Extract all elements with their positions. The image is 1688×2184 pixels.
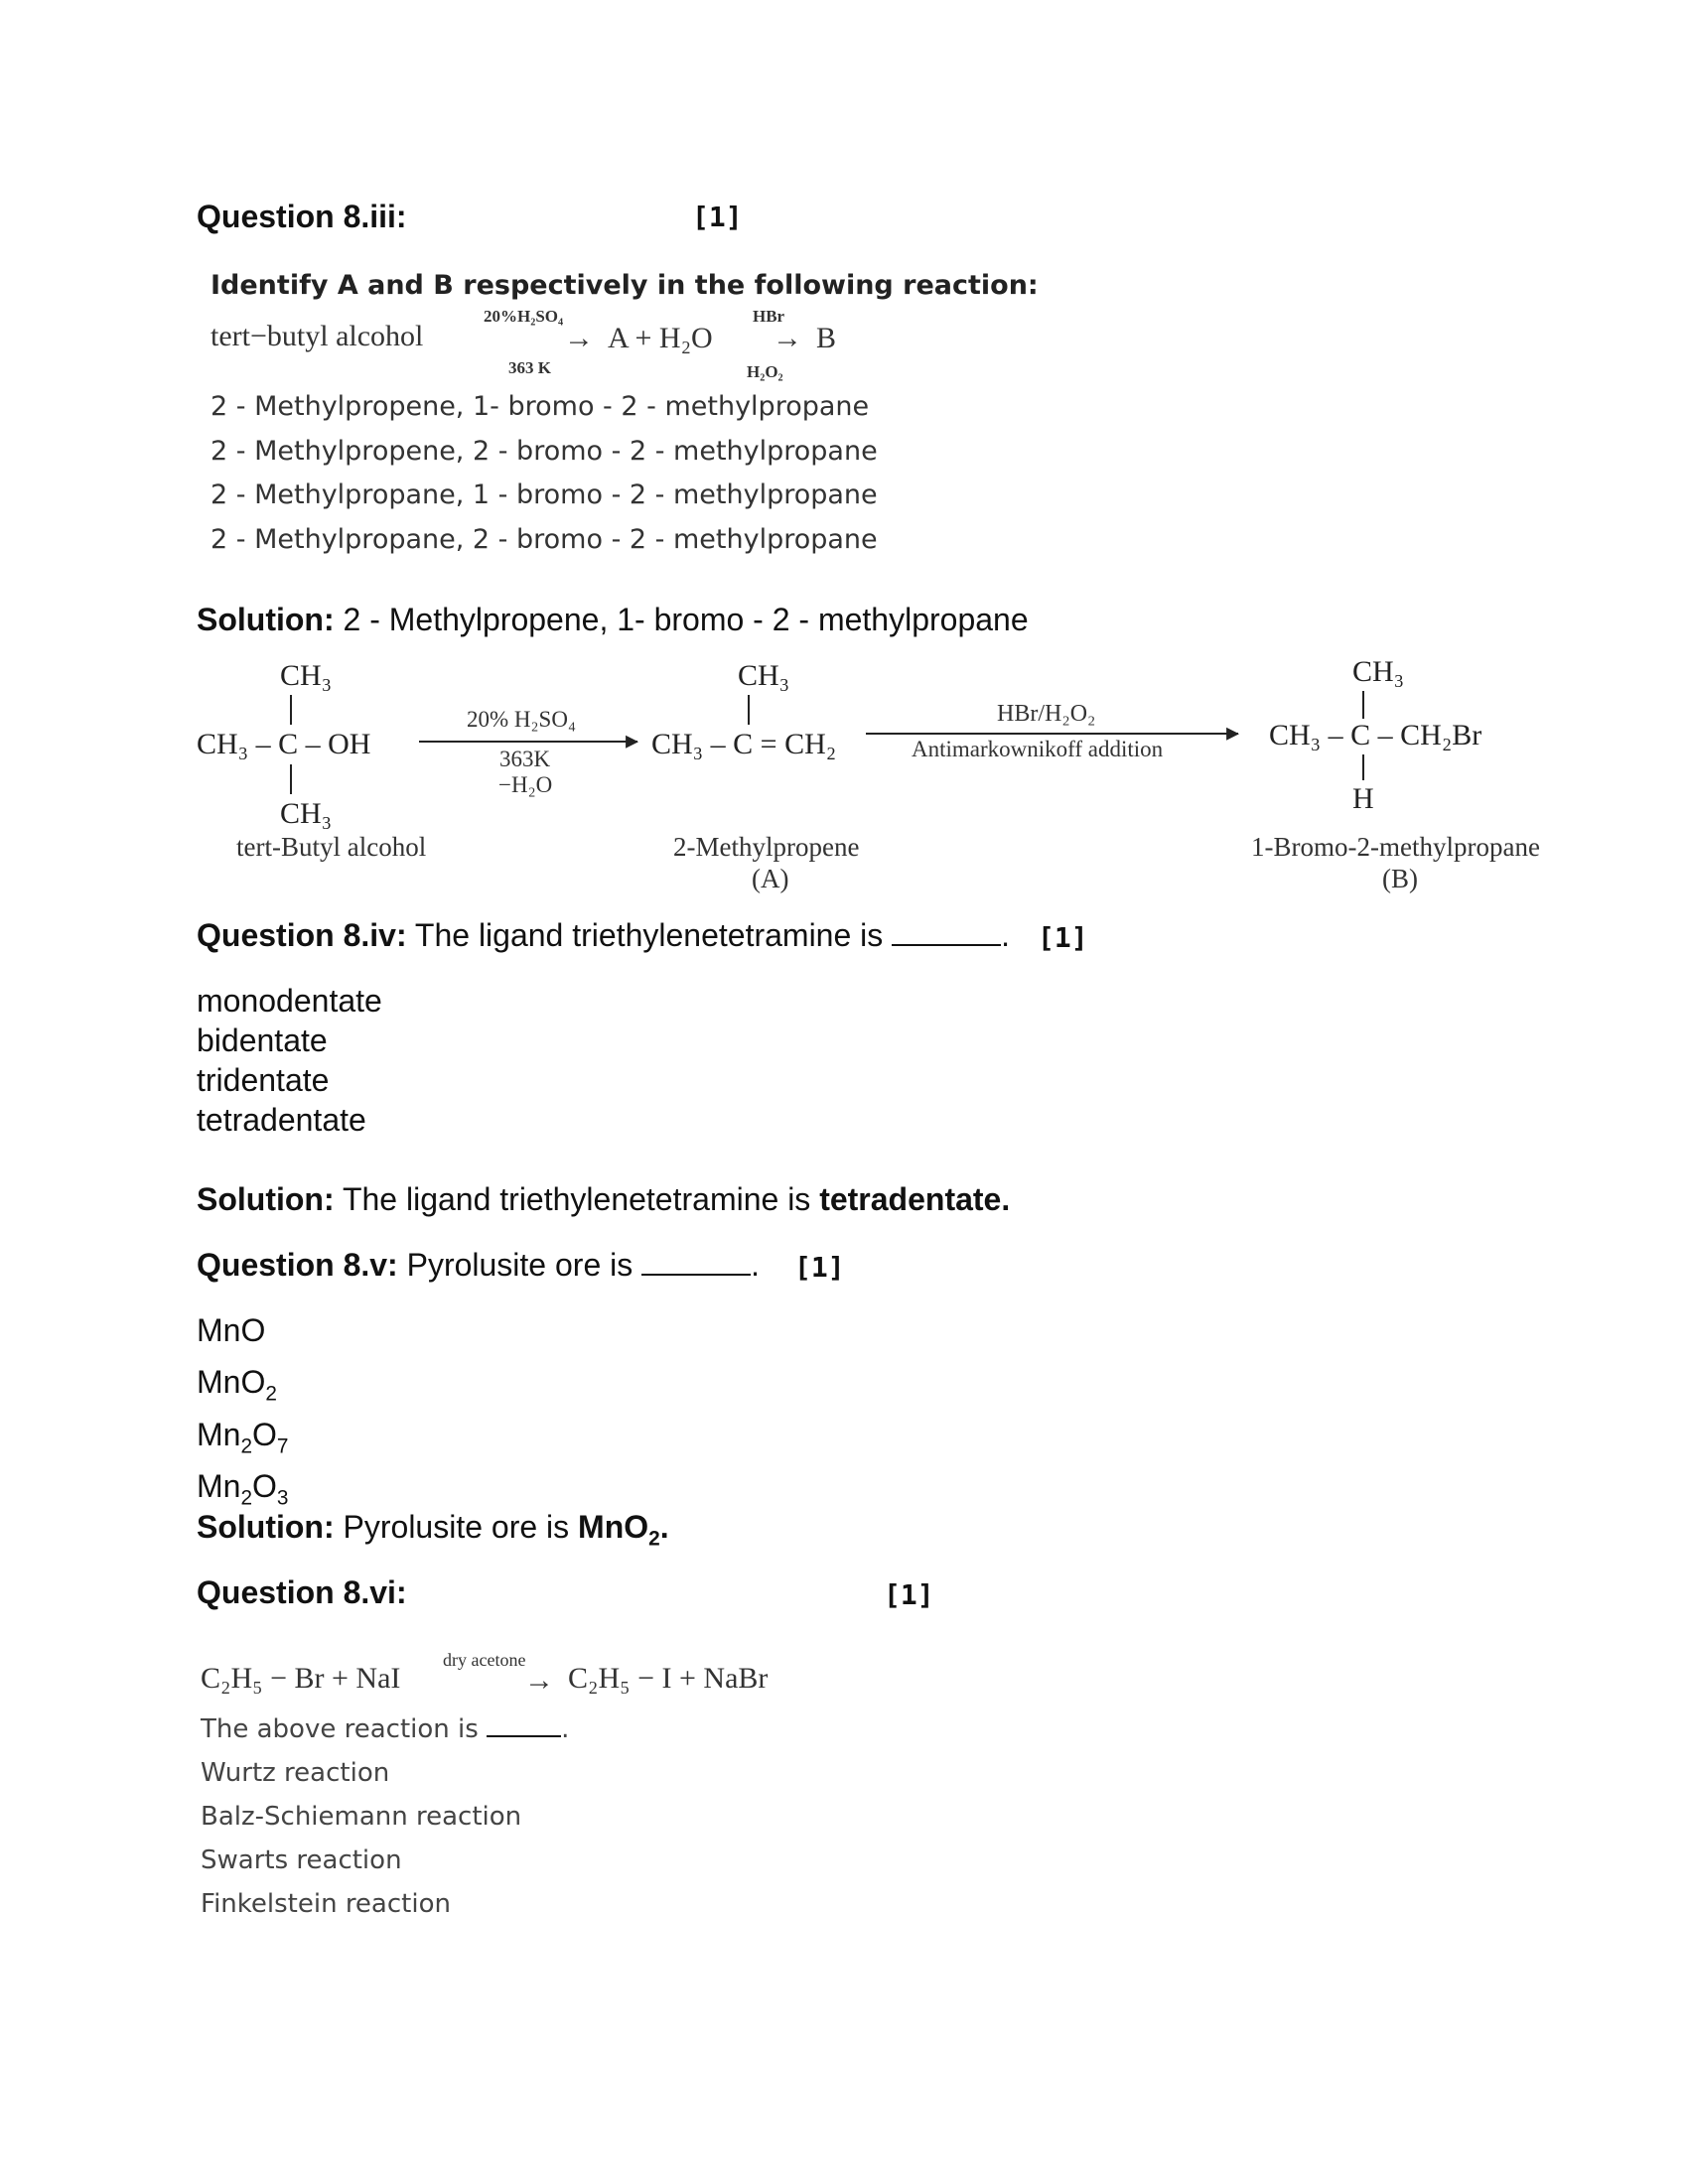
option-item: Wurtz reaction (201, 1758, 390, 1788)
solution-label: Solution: (197, 1509, 335, 1545)
bond-line (1362, 754, 1364, 780)
alcohol-top-methyl: CH₃ (280, 659, 333, 692)
reaction-arrow: → (524, 1664, 554, 1697)
alcohol-name: tert-Butyl alcohol (236, 832, 427, 862)
question-8iii-options (211, 385, 878, 562)
intermediate-a-water: A + H₂O (608, 322, 713, 354)
bond-line (748, 695, 750, 725)
question-8v-end: . (751, 1247, 761, 1283)
question-8iv-end: . (1001, 917, 1011, 953)
product-top-methyl: CH₃ (1352, 655, 1405, 688)
step2-condition: Antimarkownikoff addition (912, 737, 1164, 761)
step1-arrow-head: ▸ (626, 726, 639, 754)
alkene-tag: (A) (752, 864, 789, 893)
bond-line (1362, 691, 1364, 719)
question-8iii-prompt: Identify A and B respectively in the following reaction: (211, 270, 1039, 301)
question-8vi-label: Question 8.vi: (197, 1574, 407, 1610)
question-8vi-marks: [1] (884, 1578, 934, 1611)
option-item: MnO$_2$ (197, 1364, 277, 1406)
option-item: 2 - Methylpropane, 1 - bromo - 2 - methylpropane (211, 479, 878, 510)
solution-answer: tetradentate. (819, 1181, 1011, 1217)
alkene-main-chain: CH₃ – C = CH₂ (651, 728, 837, 760)
question-8vi-body (201, 1707, 569, 1926)
reactant-tert-butyl-alcohol: tert−butyl alcohol (211, 320, 424, 352)
product-name: 1-Bromo-2-methylpropane (1251, 832, 1540, 862)
question-8iii-marks: [1] (692, 201, 743, 233)
product-tag: (B) (1382, 864, 1418, 893)
step2-arrow-head: ▸ (1226, 718, 1240, 747)
option-item: 2 - Methylpropene, 2 - bromo - 2 - methylpropane (211, 435, 878, 467)
product-main-chain: CH₃ – C – CH₂Br (1269, 719, 1482, 751)
step2-arrow-line (866, 733, 1238, 735)
solution-text: Pyrolusite ore is (334, 1509, 579, 1545)
question-8v-marks: [1] (794, 1251, 845, 1284)
reagent-peroxide: H₂O₂ (747, 362, 783, 381)
finkelstein-products: C₂H₅ − I + NaBr (568, 1662, 769, 1695)
question-8iv-label: Question 8.iv: (197, 917, 407, 953)
option-item: bidentate (197, 1023, 328, 1058)
option-item: Swarts reaction (201, 1845, 402, 1875)
step1-reagent: 20% H₂SO₄ (467, 707, 576, 732)
solution-label: Solution: (197, 602, 335, 637)
option-item: MnO (197, 1312, 266, 1348)
finkelstein-reactants: C₂H₅ − Br + NaI (201, 1662, 401, 1695)
reagent-sulfuric-acid: 20%H₂SO₄ (484, 307, 564, 326)
option-item: $Mn_2O_7$ (197, 1416, 289, 1458)
alcohol-main-chain: CH₃ – C – OH (197, 728, 371, 760)
step1-water-loss: −H₂O (498, 772, 553, 797)
option-item: $Mn_2O_3$ (197, 1468, 289, 1510)
answer-blank (641, 1252, 751, 1276)
question-8iii-label: Question 8.iii: (197, 199, 407, 234)
reaction-arrow-1: → (564, 322, 594, 354)
question-8v-options (197, 1310, 289, 1519)
question-8v (197, 1247, 760, 1284)
step1-temperature: 363K (499, 747, 551, 771)
reaction-arrow-2: → (773, 322, 802, 354)
solution-answer: MnO$_2$. (578, 1509, 669, 1551)
question-8iv-text: The ligand triethylenetetramine is (406, 917, 893, 953)
alcohol-bottom-methyl: CH₃ (280, 797, 333, 830)
solution-text: 2 - Methylpropene, 1- bromo - 2 - methylpropane (334, 602, 1029, 637)
solution-label: Solution: (197, 1181, 335, 1217)
question-8iv (197, 917, 1010, 954)
product-b: B (816, 322, 837, 354)
step1-arrow-line (419, 741, 637, 743)
solution-8v (197, 1509, 669, 1551)
step2-reagent: HBr/H₂O₂ (997, 701, 1096, 727)
alkene-name: 2-Methylpropene (673, 832, 860, 862)
question-8vi-prompt: The above reaction is . (201, 1714, 570, 1744)
reagent-temperature: 363 K (508, 358, 551, 377)
option-item: monodentate (197, 983, 382, 1019)
option-item: 2 - Methylpropane, 2 - bromo - 2 - methylpropane (211, 523, 878, 555)
bond-line (290, 764, 292, 794)
answer-blank (892, 922, 1001, 946)
option-item: 2 - Methylpropene, 1- bromo - 2 - methylpropane (211, 391, 870, 422)
question-8v-text: Pyrolusite ore is (397, 1247, 642, 1283)
answer-blank (487, 1713, 561, 1737)
question-8iv-marks: [1] (1038, 921, 1088, 954)
option-item: tridentate (197, 1062, 330, 1098)
product-hydrogen: H (1352, 782, 1374, 815)
solution-8iii (197, 602, 1029, 638)
option-item: Finkelstein reaction (201, 1889, 451, 1919)
question-8iv-options (197, 981, 382, 1140)
solution-text: The ligand triethylenetetramine is (334, 1181, 820, 1217)
reagent-dry-acetone: dry acetone (443, 1650, 526, 1670)
reagent-hbr: HBr (753, 307, 785, 326)
bond-line (290, 695, 292, 725)
question-8v-label: Question 8.v: (197, 1247, 398, 1283)
alkene-top-methyl: CH₃ (738, 659, 790, 692)
option-item: Balz-Schiemann reaction (201, 1802, 522, 1832)
option-item: tetradentate (197, 1102, 366, 1138)
solution-8iv (197, 1181, 1010, 1218)
